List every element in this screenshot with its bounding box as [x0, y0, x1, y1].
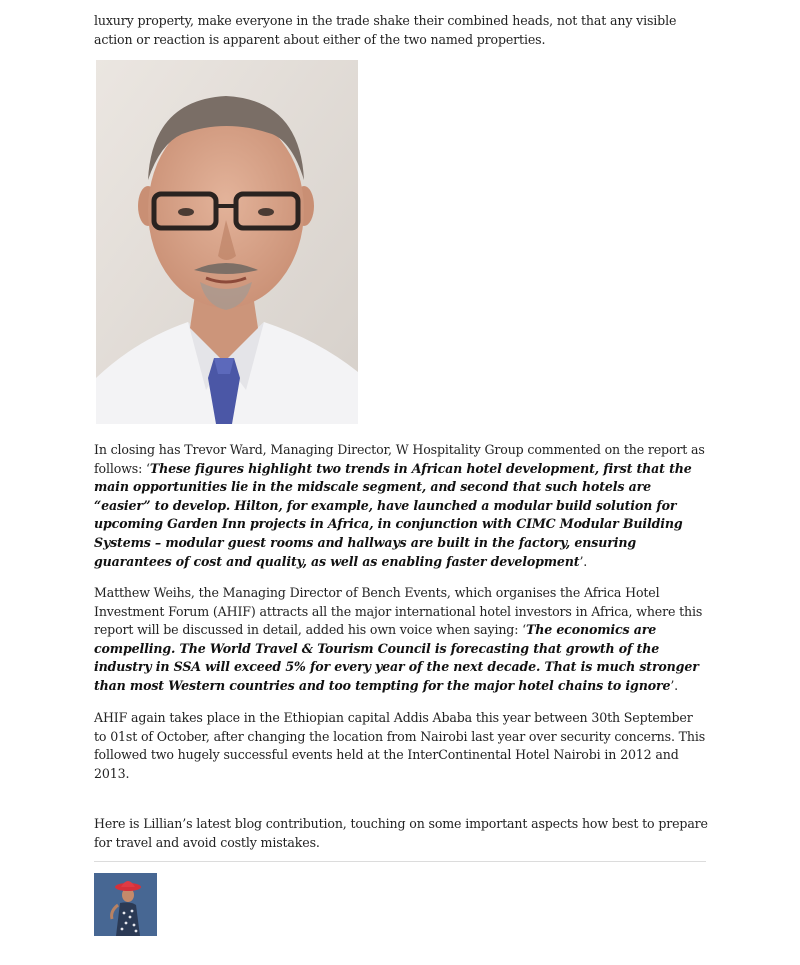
quote-text-matthew-weihs: The economics are compelling. The World Travel & Tourism Council is forecasting that growth of the industry in SSA will exceed 5% for every year of the next decade. That is much stronger than most Western countries and too tempting for the major hotel chains to ignore [94, 622, 699, 693]
paragraph-ahif-location: AHIF again takes place in the Ethiopian capital Addis Ababa this year between 30th September to 01st of October, after changing the location from Nairobi last year over security concerns. This followed two hugely successful events held at the InterContinental Hotel Nairobi in 2012 and 2013. [94, 710, 706, 781]
portrait-illustration [96, 60, 358, 424]
section-divider [94, 861, 706, 862]
paragraph-trevor-ward-quote [94, 441, 708, 571]
quote-intro: Matthew Weihs, the Managing Director of Bench Events, which organises the Africa Hotel Investment Forum (AHIF) attracts all the major international hotel investors in Africa, where this report will be discussed in detail, added his own voice when saying: ‘ [94, 585, 703, 638]
quote-close: ’. [579, 553, 588, 569]
thumbnail-illustration [94, 873, 157, 936]
quote-intro: In closing has Trevor Ward, Managing Director, W Hospitality Group commented on the report as follows: ‘ [94, 442, 705, 476]
paragraph-matthew-weihs-quote [94, 584, 708, 696]
blog-thumbnail-photo[interactable] [94, 873, 157, 936]
quote-text-trevor-ward: These figures highlight two trends in African hotel development, first that the main opportunities lie in the midscale segment, and second that such hotels are “easier” to develop. Hilton, for example, have launched a modular build solution for upcoming Garden Inn projects in Africa, in conjunction with CIMC Modular Building Systems – modular guest rooms and hallways are built in the factory, ensuring guarantees of cost and quality, as well as enabling faster development [94, 460, 692, 569]
quote-close: ’. [670, 677, 679, 693]
paragraph-lillian-blog-intro: Here is Lillian’s latest blog contribution, touching on some important aspects how best to prepare for travel and avoid costly mistakes. [94, 816, 708, 850]
portrait-photo-trevor-ward [96, 60, 358, 424]
paragraph-intro-continuation: luxury property, make everyone in the trade shake their combined heads, not that any visible action or reaction is apparent about either of the two named properties. [94, 13, 677, 47]
